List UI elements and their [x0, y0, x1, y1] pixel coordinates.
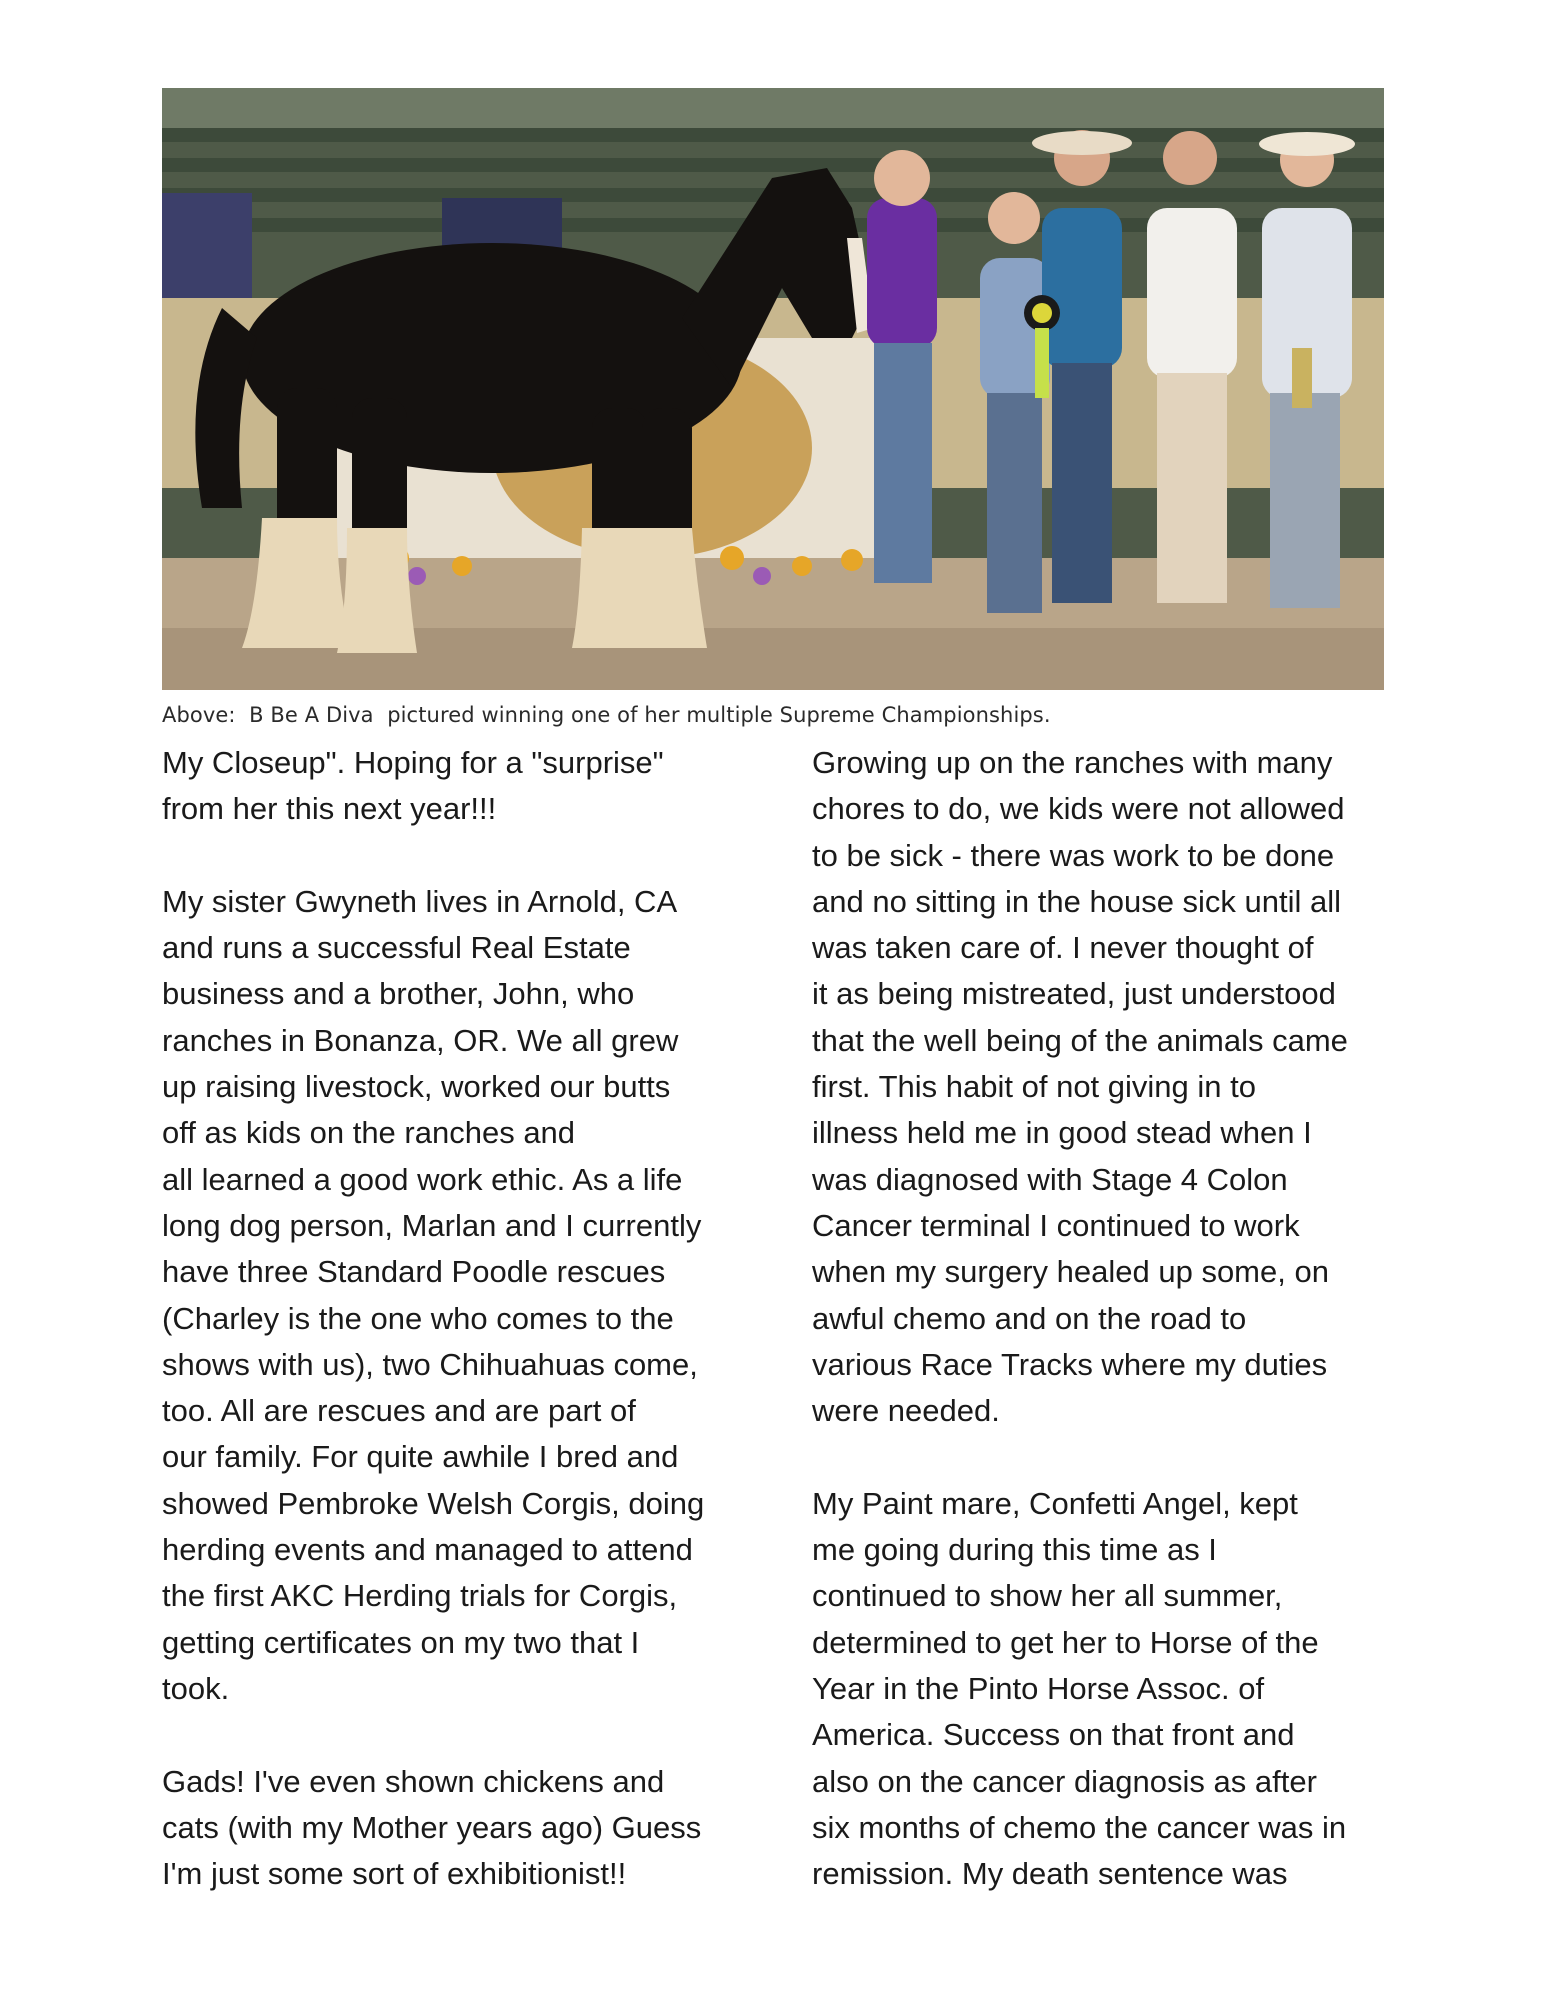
left-column [162, 740, 762, 1897]
right-column [812, 740, 1412, 1897]
horse-show-photo [162, 88, 1384, 690]
left-paragraph-1: My Closeup". Hoping for a "surprise" from her this next year!!! [162, 745, 664, 827]
left-paragraph-3: Gads! I've even shown chickens and cats (with my Mother years ago) Guess I'm just some sort of exhibitionist!! [162, 1763, 702, 1892]
left-paragraph-2: My sister Gwyneth lives in Arnold, CA and runs a successful Real Estate business and a brother, John, who ranches in Bonanza, OR. We all grew up raising livestock, worked our butts off as kids on the ranches and all learned a good work ethic. As a life long dog person, Marlan and I currently have three Standard Poodle rescues (Charley is the one who comes to the shows with us), two Chihuahuas come, too. All are rescues and are part of our family. For quite awhile I bred and showed Pembroke Welsh Corgis, doing herding events and managed to attend the first AKC Herding trials for Corgis, getting certificates on my two that I took. [162, 883, 705, 1706]
photo-illustration [162, 88, 1384, 690]
photo-caption: Above: B Be A Diva pictured winning one of her multiple Supreme Championships. [162, 703, 1051, 727]
right-paragraph-1: Growing up on the ranches with many chores to do, we kids were not allowed to be sick - there was work to be done and no sitting in the house sick until all was taken care of. I never thought of it as being mistreated, just understood that the well being of the animals came first. This habit of not giving in to illness held me in good stead when I was diagnosed with Stage 4 Colon Cancer terminal I continued to work when my surgery healed up some, on awful chemo and on the road to various Race Tracks where my duties were needed. [812, 745, 1348, 1429]
right-paragraph-2: My Paint mare, Confetti Angel, kept me going during this time as I continued to show her all summer, determined to get her to Horse of the Year in the Pinto Horse Assoc. of America. Success on that front and also on the cancer diagnosis as after six months of chemo the cancer was in remission. My death sentence was [812, 1485, 1347, 1892]
